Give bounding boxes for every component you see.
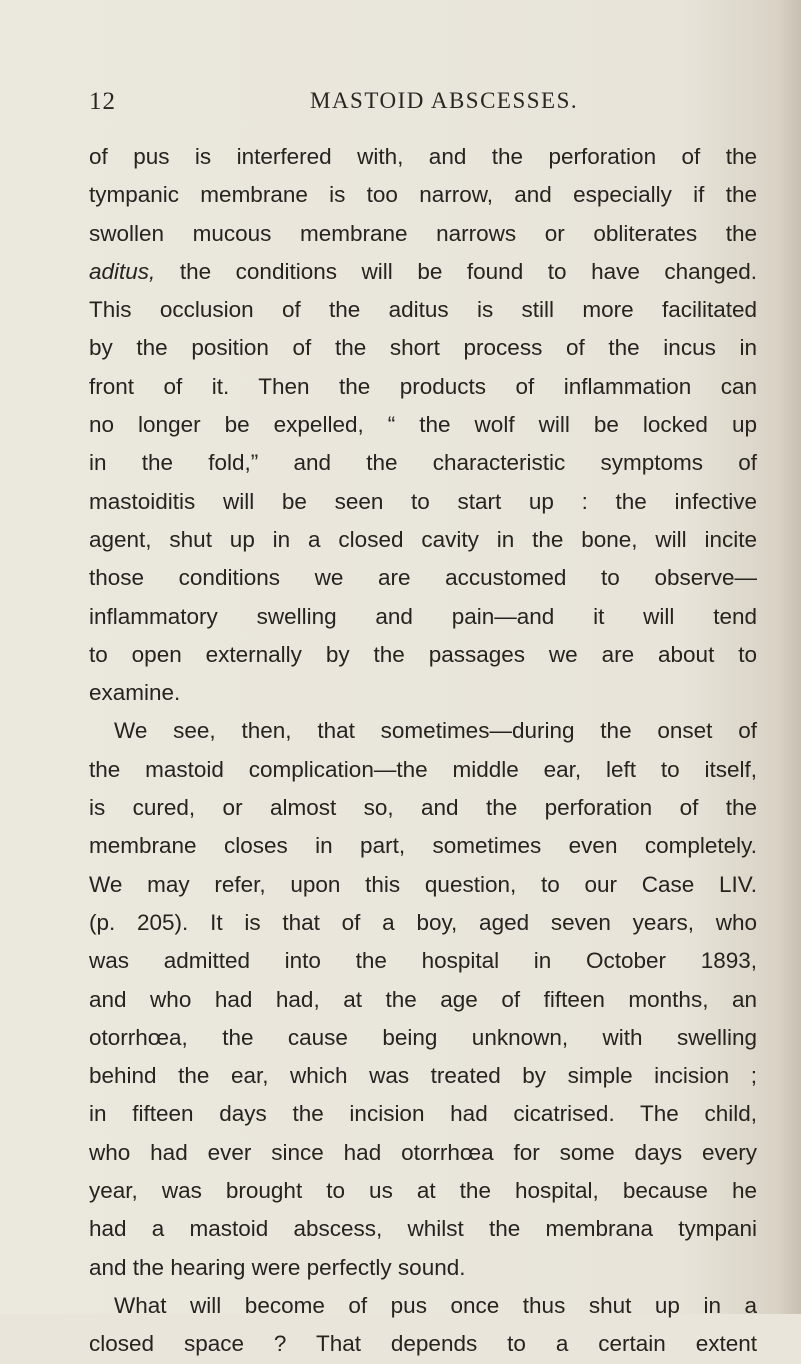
text-line: behind the ear, which was treated by simple incision ; bbox=[89, 1063, 757, 1089]
body-text bbox=[89, 138, 757, 1364]
text-line: mastoiditis will be seen to start up : the infective bbox=[89, 488, 757, 514]
text-line: What will become of pus once thus shut up in a bbox=[114, 1292, 757, 1318]
text-line: (p. 205). It is that of a boy, aged seven years, who bbox=[89, 909, 757, 935]
text-line: closed space ? That depends to a certain extent bbox=[89, 1331, 757, 1357]
text-line-rest: the conditions will be found to have changed. bbox=[155, 258, 757, 284]
text-line: in the fold,” and the characteristic symptoms of bbox=[89, 450, 757, 476]
text-line: by the position of the short process of the incus in bbox=[89, 335, 757, 361]
text-line: tympanic membrane is too narrow, and especially if the bbox=[89, 182, 757, 208]
text-line bbox=[89, 253, 757, 291]
text-line: was admitted into the hospital in October 1893, bbox=[89, 948, 757, 974]
text-line: is cured, or almost so, and the perforation of the bbox=[89, 795, 757, 821]
text-line: front of it. Then the products of inflammation can bbox=[89, 373, 757, 399]
text-line: who had ever since had otorrhœa for some days every bbox=[89, 1139, 757, 1165]
text-line: swollen mucous membrane narrows or obliterates the bbox=[89, 220, 757, 246]
page-number: 12 bbox=[89, 88, 116, 115]
text-line: This occlusion of the aditus is still more facilitated bbox=[89, 297, 757, 323]
text-line: membrane closes in part, sometimes even completely. bbox=[89, 833, 757, 859]
italic-term: aditus, bbox=[89, 258, 156, 284]
text-line: no longer be expelled, “ the wolf will be locked up bbox=[89, 412, 757, 438]
running-head: MASTOID ABSCESSES. bbox=[310, 88, 579, 113]
text-line: year, was brought to us at the hospital, because he bbox=[89, 1178, 757, 1204]
text-line: examine. bbox=[89, 680, 181, 706]
text-line: those conditions we are accustomed to observe— bbox=[89, 565, 757, 591]
text-line: the mastoid complication—the middle ear, left to itself, bbox=[89, 756, 757, 782]
text-line: to open externally by the passages we are about to bbox=[89, 641, 757, 667]
text-line: had a mastoid abscess, whilst the membrana tympani bbox=[89, 1216, 757, 1242]
text-line: and the hearing were perfectly sound. bbox=[89, 1254, 466, 1280]
text-line: in fifteen days the incision had cicatrised. The child, bbox=[89, 1101, 757, 1127]
text-line: inflammatory swelling and pain—and it will tend bbox=[89, 603, 757, 629]
text-line: and who had had, at the age of fifteen months, an bbox=[89, 986, 757, 1012]
text-line: otorrhœa, the cause being unknown, with swelling bbox=[89, 1024, 757, 1050]
text-line: agent, shut up in a closed cavity in the bone, will incite bbox=[89, 526, 757, 552]
text-line: We may refer, upon this question, to our Case LIV. bbox=[89, 871, 757, 897]
text-line: We see, then, that sometimes—during the onset of bbox=[114, 718, 757, 744]
text-line: of pus is interfered with, and the perforation of the bbox=[89, 144, 757, 169]
page-header bbox=[89, 88, 689, 124]
